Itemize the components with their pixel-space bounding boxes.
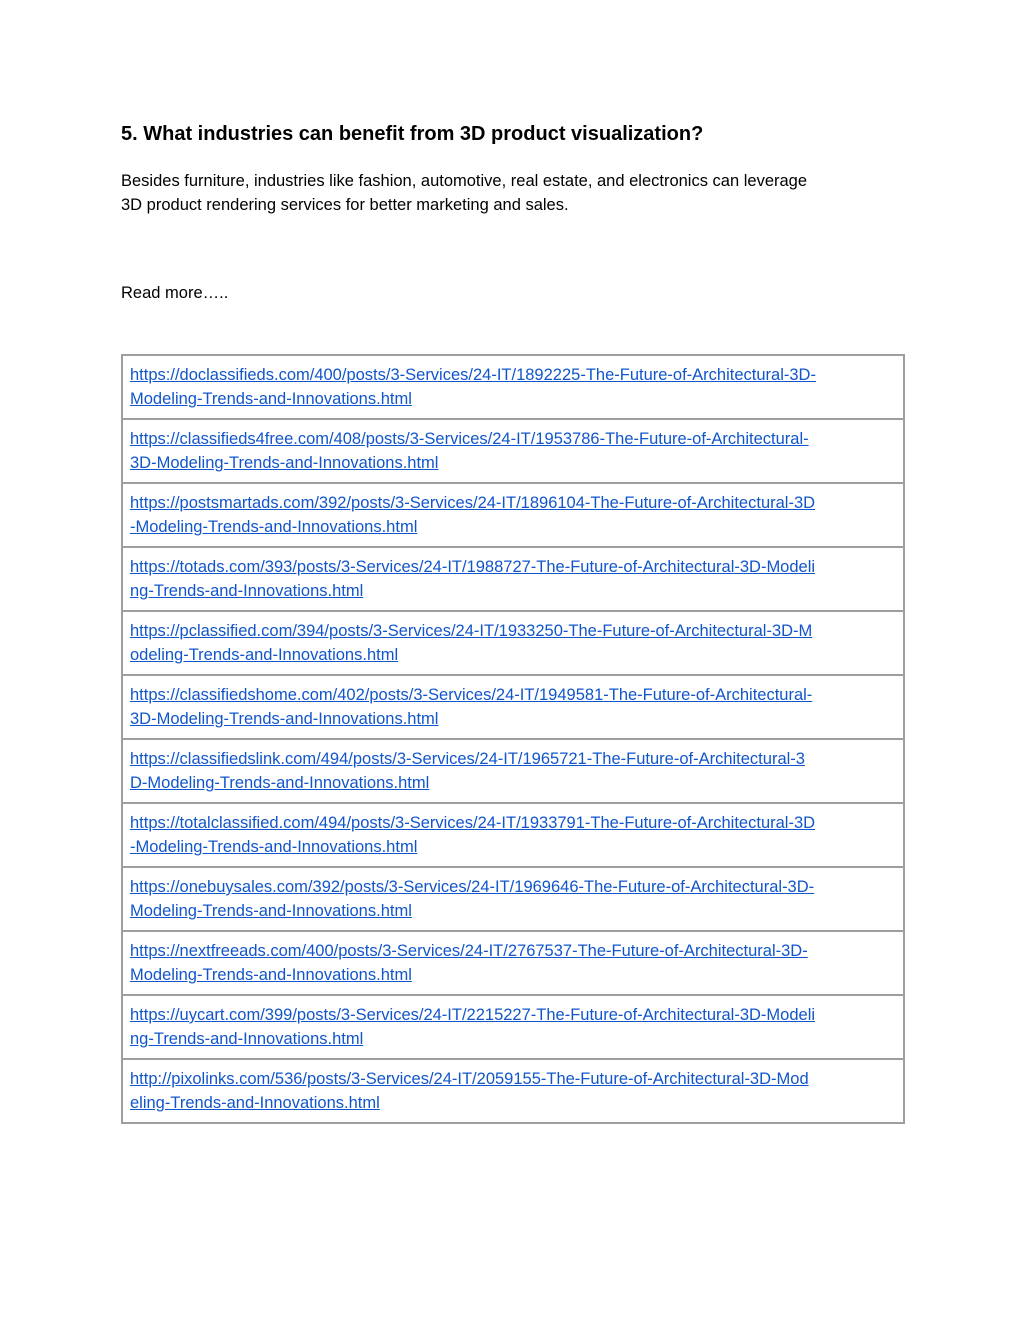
link-line: https://onebuysales.com/392/posts/3-Services/24-IT/1969646-The-Future-of-Architectural-3D-: [130, 878, 815, 896]
link-line: 3D-Modeling-Trends-and-Innovations.html: [130, 710, 439, 728]
table-row: [122, 675, 904, 739]
link-classifiedslink[interactable]: [130, 747, 897, 795]
link-line: -Modeling-Trends-and-Innovations.html: [130, 838, 418, 856]
link-totalclassified[interactable]: [130, 811, 897, 859]
table-row: [122, 419, 904, 483]
link-doclassifieds[interactable]: [130, 363, 897, 411]
link-cell: [122, 995, 904, 1059]
link-cell: [122, 675, 904, 739]
link-line: http://pixolinks.com/536/posts/3-Services/24-IT/2059155-The-Future-of-Architectural-3D-Mod: [130, 1070, 809, 1088]
table-row: [122, 611, 904, 675]
link-line: 3D-Modeling-Trends-and-Innovations.html: [130, 454, 439, 472]
link-line: Modeling-Trends-and-Innovations.html: [130, 390, 412, 408]
table-row: [122, 931, 904, 995]
table-row: [122, 739, 904, 803]
table-row: [122, 355, 904, 419]
table-row: [122, 995, 904, 1059]
read-more-label: Read more…..: [121, 284, 229, 302]
link-line: D-Modeling-Trends-and-Innovations.html: [130, 774, 430, 792]
link-line: https://classifiedslink.com/494/posts/3-Services/24-IT/1965721-The-Future-of-Architectural-3: [130, 750, 805, 768]
link-classifieds4free[interactable]: [130, 427, 897, 475]
link-totads[interactable]: [130, 555, 897, 603]
paragraph-line: 3D product rendering services for better marketing and sales.: [121, 196, 569, 214]
link-line: https://totads.com/393/posts/3-Services/24-IT/1988727-The-Future-of-Architectural-3D-Modeli: [130, 558, 816, 576]
link-onebuysales[interactable]: [130, 875, 897, 923]
paragraph-line: Besides furniture, industries like fashion, automotive, real estate, and electronics can leverage: [121, 172, 808, 190]
link-cell: [122, 483, 904, 547]
section-paragraph: [121, 169, 911, 217]
link-nextfreeads[interactable]: [130, 939, 897, 987]
link-line: https://uycart.com/399/posts/3-Services/24-IT/2215227-The-Future-of-Architectural-3D-Modeli: [130, 1006, 816, 1024]
link-line: https://totalclassified.com/494/posts/3-Services/24-IT/1933791-The-Future-of-Architectural-3D: [130, 814, 816, 832]
link-line: Modeling-Trends-and-Innovations.html: [130, 966, 412, 984]
link-cell: [122, 803, 904, 867]
table-row: [122, 803, 904, 867]
link-cell: [122, 419, 904, 483]
table-row: [122, 483, 904, 547]
link-cell: [122, 547, 904, 611]
link-uycart[interactable]: [130, 1003, 897, 1051]
link-line: https://postsmartads.com/392/posts/3-Services/24-IT/1896104-The-Future-of-Architectural-3D: [130, 494, 816, 512]
link-line: ng-Trends-and-Innovations.html: [130, 582, 364, 600]
link-cell: [122, 355, 904, 419]
link-cell: [122, 1059, 904, 1123]
link-postsmartads[interactable]: [130, 491, 897, 539]
link-cell: [122, 739, 904, 803]
link-line: https://nextfreeads.com/400/posts/3-Services/24-IT/2767537-The-Future-of-Architectural-3D-: [130, 942, 808, 960]
table-row: [122, 547, 904, 611]
link-line: https://pclassified.com/394/posts/3-Services/24-IT/1933250-The-Future-of-Architectural-3D-M: [130, 622, 813, 640]
link-pclassified[interactable]: [130, 619, 897, 667]
link-line: https://doclassifieds.com/400/posts/3-Services/24-IT/1892225-The-Future-of-Architectural-3D-: [130, 366, 816, 384]
link-cell: [122, 931, 904, 995]
link-line: Modeling-Trends-and-Innovations.html: [130, 902, 412, 920]
link-line: https://classifiedshome.com/402/posts/3-Services/24-IT/1949581-The-Future-of-Architectural-: [130, 686, 813, 704]
link-cell: [122, 867, 904, 931]
links-table: [121, 354, 905, 1124]
section-heading: 5. What industries can benefit from 3D product visualization?: [121, 123, 704, 145]
link-cell: [122, 611, 904, 675]
link-line: eling-Trends-and-Innovations.html: [130, 1094, 380, 1112]
link-classifiedshome[interactable]: [130, 683, 897, 731]
table-row: [122, 867, 904, 931]
link-line: odeling-Trends-and-Innovations.html: [130, 646, 399, 664]
link-line: -Modeling-Trends-and-Innovations.html: [130, 518, 418, 536]
link-line: https://classifieds4free.com/408/posts/3-Services/24-IT/1953786-The-Future-of-Architectural-: [130, 430, 809, 448]
table-row: [122, 1059, 904, 1123]
link-pixolinks[interactable]: [130, 1067, 897, 1115]
link-line: ng-Trends-and-Innovations.html: [130, 1030, 364, 1048]
